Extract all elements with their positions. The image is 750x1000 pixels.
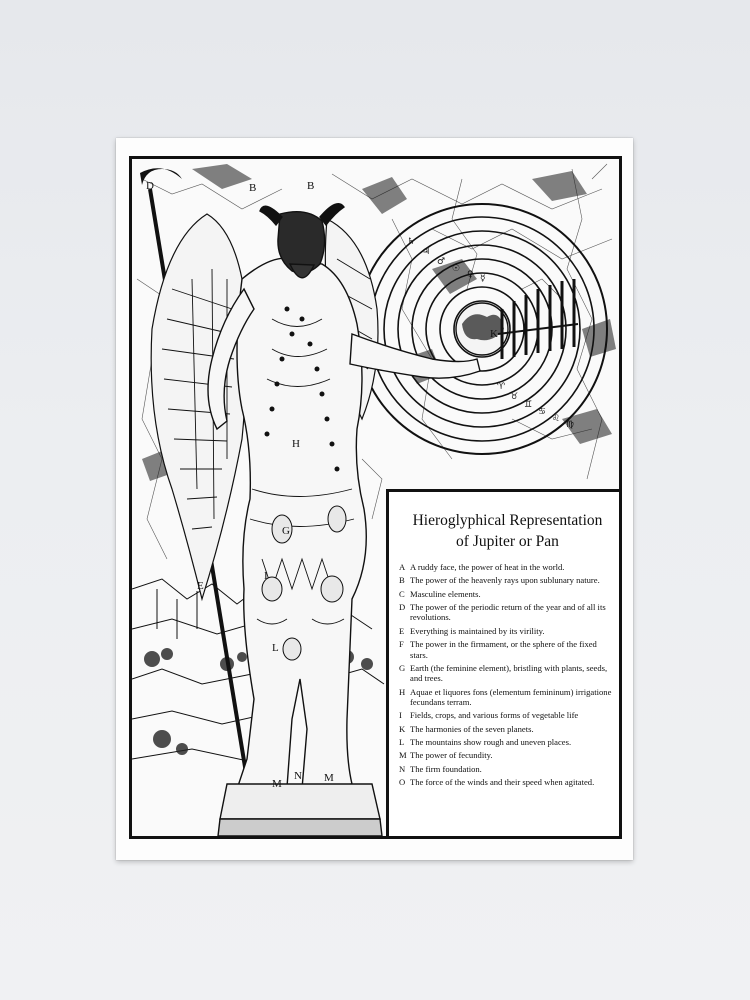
legend-item [399, 737, 616, 747]
letter-h-label: H [292, 438, 300, 450]
legend-text: The power of the heavenly rays upon sublunary nature. [410, 575, 600, 586]
letter-g-label: G [282, 525, 290, 537]
legend-text: The harmonies of the seven planets. [410, 723, 534, 734]
legend-item [399, 562, 616, 572]
legend-text: Masculine elements. [410, 588, 481, 599]
legend-letter: K [399, 723, 406, 734]
legend-item [399, 687, 616, 708]
legend-text: The power of fecundity. [410, 750, 493, 761]
legend-letter: M [399, 750, 407, 761]
svg-text:♄: ♄ [407, 237, 416, 247]
legend-item [399, 710, 616, 720]
svg-text:♋: ♋ [538, 407, 547, 417]
legend-letter: A [399, 562, 406, 572]
legend-text: The power in the firmament, or the sphere of the fixed stars. [410, 639, 597, 660]
legend-item [399, 724, 616, 734]
legend-letter: C [399, 588, 405, 599]
letter-d-label: D [146, 180, 154, 192]
earth-globe [456, 303, 508, 355]
legend-text: Fields, crops, and various forms of vegetable life [410, 710, 579, 721]
svg-text:♍: ♍ [566, 420, 575, 430]
legend-item [399, 602, 616, 623]
svg-text:☿: ☿ [480, 274, 486, 284]
svg-text:♃: ♃ [422, 247, 431, 257]
legend-letter: F [399, 639, 404, 650]
legend-letter: B [399, 575, 405, 586]
legend-letter: L [399, 737, 405, 748]
legend-item [399, 764, 616, 774]
legend-panel [386, 489, 622, 839]
letter-k-label: K [490, 328, 498, 340]
legend-letter: H [399, 686, 406, 697]
legend-text: Earth (the feminine element), bristling with plants, seeds, and trees. [410, 662, 608, 684]
legend-item [399, 639, 616, 660]
legend-text: The power of the periodic return of the year and of all its revolutions. [410, 602, 606, 623]
legend-letter: E [399, 625, 405, 636]
svg-text:♈: ♈ [497, 382, 506, 392]
svg-text:☉: ☉ [452, 264, 461, 274]
legend-item [399, 750, 616, 760]
title-line-2: of Jupiter or Pan [456, 533, 559, 550]
legend-text: The mountains show rough and uneven places. [410, 737, 572, 748]
legend-letter: N [399, 763, 406, 774]
legend-item [399, 663, 616, 684]
svg-text:♀: ♀ [467, 270, 474, 280]
svg-text:♂: ♂ [437, 257, 446, 267]
plinth [218, 784, 382, 836]
legend-text: A ruddy face, the power of heat in the world. [410, 562, 565, 572]
legend-text: Everything is maintained by its virility. [410, 625, 545, 636]
legend-letter: I [399, 710, 402, 721]
letter-b-label-left: B [249, 182, 257, 194]
engraving-frame [129, 156, 622, 839]
legend-text: The force of the winds and their speed when agitated. [410, 777, 595, 788]
letter-m-label-right: M [324, 772, 334, 784]
legend-item [399, 589, 616, 599]
svg-text:♊: ♊ [524, 400, 533, 410]
letter-m-label-left: M [272, 778, 282, 790]
letter-l-label: L [272, 642, 279, 654]
legend-list [399, 562, 616, 788]
poster-title [399, 510, 616, 552]
title-line-1: Hieroglyphical Representation [412, 512, 603, 529]
poster [116, 138, 633, 860]
legend-item [399, 626, 616, 636]
legend-item [399, 575, 616, 585]
letter-i-label: I [264, 570, 268, 582]
svg-text:♉: ♉ [510, 392, 519, 402]
letter-n-label: N [294, 770, 302, 782]
legend-text: The firm foundation. [410, 763, 482, 774]
legend-letter: D [399, 602, 406, 613]
legend-text: Aquae et liquores fons (elementum femininum) irrigatione fecundans terram. [410, 686, 612, 707]
legend-item [399, 777, 616, 787]
letter-b-label-right: B [307, 180, 315, 192]
legend-letter: G [399, 662, 406, 673]
letter-e-label: E [197, 580, 204, 592]
legend-letter: O [399, 777, 406, 788]
svg-text:♌: ♌ [552, 414, 561, 424]
